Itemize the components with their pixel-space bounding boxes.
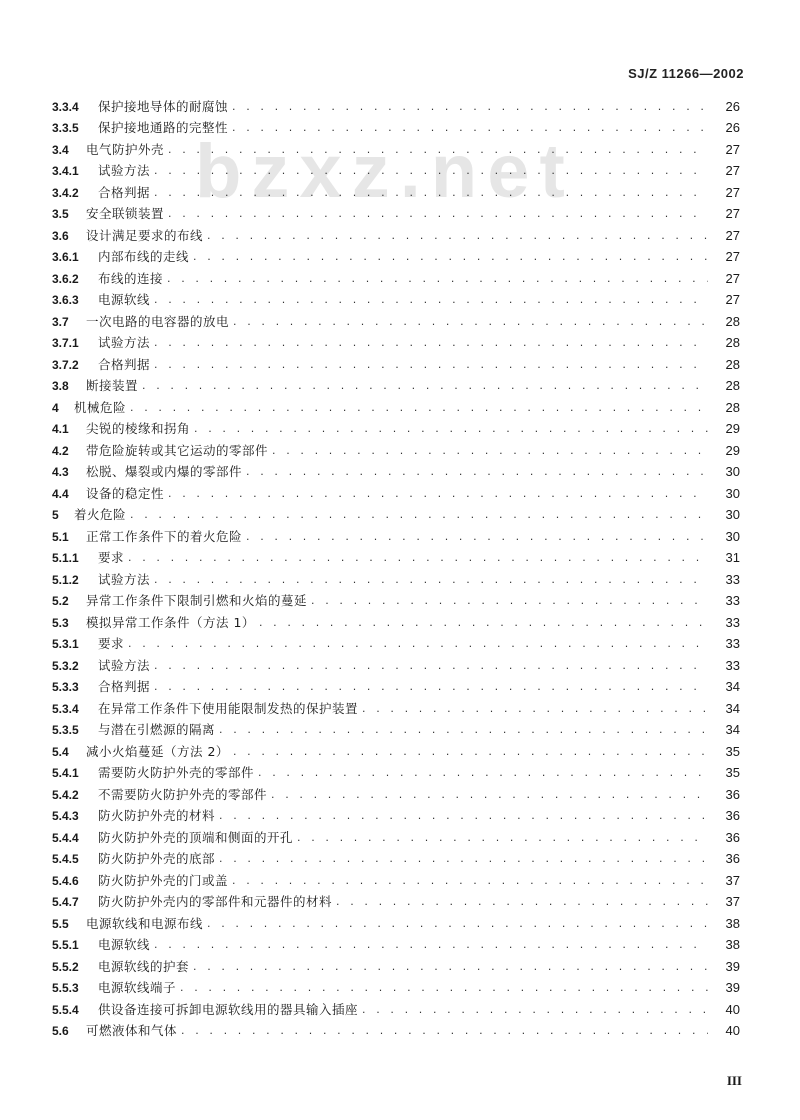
toc-entry [52, 330, 740, 352]
toc-entry-number: 5.5.1 [52, 938, 79, 952]
toc-entry-number: 3.7.1 [52, 336, 79, 350]
toc-entry-title: 电源软线 [98, 292, 151, 307]
toc-entry-page: 35 [725, 765, 740, 780]
dot-leader [154, 572, 708, 588]
toc-entry-page: 26 [725, 98, 740, 114]
dot-leader [246, 464, 708, 480]
toc-entry-title: 着火危险 [74, 507, 127, 522]
toc-entry [52, 889, 740, 911]
toc-entry-title: 需要防火防护外壳的零部件 [98, 765, 255, 780]
toc-entry [52, 781, 740, 803]
toc-entry-number: 5.6 [52, 1024, 69, 1038]
toc-entry-page: 31 [725, 550, 740, 565]
dot-leader [154, 292, 708, 308]
toc-entry-page: 38 [725, 937, 740, 952]
dot-leader [207, 916, 708, 932]
dot-leader [154, 163, 708, 179]
toc-entry-page: 34 [725, 700, 740, 716]
dot-leader [232, 120, 708, 136]
toc-entry-page: 27 [725, 249, 740, 264]
dot-leader [246, 529, 708, 545]
dot-leader [233, 314, 708, 330]
toc-entry-number: 3.6.1 [52, 250, 79, 264]
dot-leader [272, 443, 708, 459]
toc-entry [52, 373, 740, 395]
toc-entry-number: 5.3.5 [52, 723, 79, 737]
toc-entry-title: 供设备连接可拆卸电源软线用的器具输入插座 [98, 1001, 359, 1017]
toc-entry [52, 695, 740, 717]
toc-entry [52, 803, 740, 825]
dot-leader [311, 593, 708, 609]
toc-entry-title: 在异常工作条件下使用能限制发热的保护装置 [98, 700, 359, 716]
toc-entry-page: 36 [725, 851, 740, 866]
toc-entry [52, 459, 740, 481]
toc-entry-page: 33 [725, 571, 740, 587]
toc-entry-number: 5.4.7 [52, 895, 79, 909]
toc-entry [52, 588, 740, 610]
toc-entry-page: 36 [725, 808, 740, 823]
toc-entry [52, 609, 740, 631]
toc-entry-title: 电气防护外壳 [86, 141, 165, 157]
toc-entry-title: 带危险旋转或其它运动的零部件 [86, 442, 269, 458]
toc-entry-title: 与潜在引燃源的隔离 [98, 722, 216, 737]
dot-leader [219, 851, 708, 867]
dot-leader [258, 765, 708, 781]
toc-entry-title: 试验方法 [98, 163, 151, 178]
dot-leader [154, 679, 708, 695]
toc-entry [52, 265, 740, 287]
toc-entry [52, 824, 740, 846]
toc-entry [52, 867, 740, 889]
toc-entry [52, 674, 740, 696]
toc-entry [52, 416, 740, 438]
toc-entry [52, 975, 740, 997]
toc-entry-number: 3.6 [52, 228, 69, 243]
toc-entry-page: 27 [725, 292, 740, 307]
toc-entry-number: 5.3.3 [52, 680, 79, 694]
toc-entry-page: 30 [725, 485, 740, 501]
toc-entry [52, 244, 740, 266]
toc-entry-title: 保护接地通路的完整性 [98, 120, 229, 135]
dot-leader [219, 722, 708, 738]
dot-leader [232, 99, 708, 115]
toc-entry-title: 合格判据 [98, 679, 151, 694]
toc-entry [52, 394, 740, 416]
standard-code: SJ/Z 11266—2002 [628, 66, 744, 81]
toc-entry [52, 136, 740, 158]
dot-leader [362, 701, 708, 717]
toc-entry-page: 33 [725, 614, 740, 630]
toc-entry-number: 5.5.4 [52, 1002, 79, 1017]
dot-leader [207, 228, 708, 244]
toc-entry-title: 一次电路的电容器的放电 [86, 313, 230, 329]
dot-leader [130, 400, 708, 416]
toc-entry-number: 3.8 [52, 379, 69, 393]
toc-entry-page: 39 [725, 958, 740, 974]
toc-entry-title: 试验方法 [98, 571, 151, 587]
toc-entry-title: 模拟异常工作条件（方法 1） [86, 614, 255, 630]
toc-entry-number: 5.2 [52, 594, 69, 608]
toc-entry [52, 846, 740, 868]
toc-entry-page: 28 [725, 356, 740, 372]
toc-entry-number: 3.4.1 [52, 164, 79, 178]
toc-entry-page: 27 [725, 163, 740, 178]
toc-entry-number: 4.2 [52, 443, 69, 458]
toc-entry-title: 要求 [98, 550, 125, 565]
dot-leader [128, 550, 708, 566]
toc-entry [52, 996, 740, 1018]
toc-entry-number: 4.3 [52, 465, 69, 479]
toc-entry-page: 27 [725, 184, 740, 200]
toc-entry-number: 3.7.2 [52, 357, 79, 372]
dot-leader [259, 615, 708, 631]
toc-entry-page: 30 [725, 528, 740, 544]
toc-entry [52, 201, 740, 223]
toc-entry-number: 3.6.3 [52, 293, 79, 307]
toc-entry-title: 电源软线的护套 [98, 958, 190, 974]
toc-entry-number: 3.3.4 [52, 99, 79, 114]
dot-leader [180, 980, 708, 996]
toc-entry-page: 35 [725, 743, 740, 759]
dot-leader [154, 937, 708, 953]
toc-entry-number: 5.3.2 [52, 658, 79, 673]
toc-entry-number: 3.6.2 [52, 271, 79, 286]
toc-entry-page: 40 [725, 1023, 740, 1038]
dot-leader [128, 636, 708, 652]
toc-entry-title: 电源软线端子 [98, 980, 177, 995]
toc-entry-page: 38 [725, 915, 740, 931]
toc-entry [52, 308, 740, 330]
toc-entry-title: 合格判据 [98, 184, 151, 200]
toc-entry [52, 953, 740, 975]
toc-entry [52, 717, 740, 739]
toc-entry [52, 115, 740, 137]
toc-entry [52, 545, 740, 567]
dot-leader [271, 787, 708, 803]
toc-entry-number: 3.5 [52, 207, 69, 221]
toc-entry-title: 不需要防火防护外壳的零部件 [98, 786, 268, 802]
toc-entry-number: 3.4 [52, 142, 69, 157]
dot-leader [194, 421, 708, 437]
toc-entry-title: 试验方法 [98, 335, 151, 350]
toc-entry-number: 5.4.3 [52, 809, 79, 823]
toc-entry-page: 27 [725, 206, 740, 221]
toc-entry-page: 40 [725, 1001, 740, 1017]
toc-entry-page: 33 [725, 593, 740, 608]
toc-entry-number: 5.1.2 [52, 572, 79, 587]
dot-leader [297, 830, 708, 846]
toc-entry-title: 尖锐的棱缘和拐角 [86, 421, 191, 436]
toc-entry-page: 30 [725, 507, 740, 522]
toc-entry-page: 37 [725, 894, 740, 909]
toc-entry [52, 652, 740, 674]
dot-leader [362, 1002, 708, 1018]
toc-entry [52, 910, 740, 932]
toc-entry-page: 30 [725, 464, 740, 479]
page-number: III [726, 1073, 742, 1088]
toc-entry [52, 158, 740, 180]
toc-entry-page: 39 [725, 980, 740, 995]
dot-leader [233, 744, 708, 760]
toc-entry-title: 保护接地导体的耐腐蚀 [98, 98, 229, 114]
toc-entry-title: 异常工作条件下限制引燃和火焰的蔓延 [86, 593, 308, 608]
toc-entry-page: 27 [725, 141, 740, 157]
toc-entry-title: 试验方法 [98, 657, 151, 673]
toc-entry [52, 502, 740, 524]
toc-entry [52, 1018, 740, 1040]
toc-entry-number: 5.4.1 [52, 766, 79, 780]
toc-entry-number: 5.4.2 [52, 787, 79, 802]
toc-entry [52, 179, 740, 201]
toc-entry-page: 34 [725, 722, 740, 737]
toc-entry-title: 机械危险 [74, 399, 127, 415]
toc-entry [52, 437, 740, 459]
toc-entry-title: 安全联锁装置 [86, 206, 165, 221]
dot-leader [154, 658, 708, 674]
toc-entry-number: 4 [52, 400, 59, 415]
dot-leader [154, 335, 708, 351]
toc-entry-page: 28 [725, 378, 740, 393]
toc-entry-title: 电源软线 [98, 937, 151, 952]
toc-entry-page: 37 [725, 872, 740, 888]
toc-entry-number: 5.3.4 [52, 701, 79, 716]
toc-entry-page: 28 [725, 399, 740, 415]
dot-leader [336, 894, 708, 910]
toc-entry-number: 5.4.4 [52, 830, 79, 845]
toc-entry-page: 36 [725, 829, 740, 845]
dot-leader [142, 378, 708, 394]
toc-entry-page: 29 [725, 421, 740, 436]
toc-entry [52, 566, 740, 588]
toc-entry-title: 内部布线的走线 [98, 249, 190, 264]
toc-entry-title: 要求 [98, 636, 125, 651]
dot-leader [130, 507, 708, 523]
watermark: bzxz.net [195, 129, 575, 214]
toc-entry-page: 29 [725, 442, 740, 458]
toc-entry-title: 可燃液体和气体 [86, 1023, 178, 1038]
dot-leader [232, 873, 708, 889]
toc-entry-page: 27 [725, 270, 740, 286]
toc-entry-page: 26 [725, 120, 740, 135]
toc-entry-number: 5.5.2 [52, 959, 79, 974]
toc-entry-number: 4.4 [52, 486, 69, 501]
toc-entry-title: 电源软线和电源布线 [86, 915, 204, 931]
toc-entry-title: 防火防护外壳的门或盖 [98, 872, 229, 888]
toc-entry-page: 34 [725, 679, 740, 694]
toc-entry-number: 5.1 [52, 529, 69, 544]
toc-entry-page: 33 [725, 657, 740, 673]
toc-entry-title: 松脱、爆裂或内爆的零部件 [86, 464, 243, 479]
toc-entry [52, 932, 740, 954]
toc-entry [52, 631, 740, 653]
dot-leader [193, 249, 708, 265]
toc-entry-number: 5.4.6 [52, 873, 79, 888]
toc-entry-page: 36 [725, 786, 740, 802]
toc-entry-title: 防火防护外壳的材料 [98, 808, 216, 823]
toc-entry-page: 28 [725, 313, 740, 329]
dot-leader [168, 206, 708, 222]
toc-entry [52, 760, 740, 782]
toc-entry [52, 523, 740, 545]
toc-entry-number: 4.1 [52, 422, 69, 436]
dot-leader [154, 357, 708, 373]
toc-entry-number: 3.7 [52, 314, 69, 329]
toc-entry-number: 5 [52, 508, 59, 522]
dot-leader [168, 486, 708, 502]
toc-entry-number: 5.4.5 [52, 852, 79, 866]
dot-leader [167, 271, 708, 287]
toc-entry [52, 93, 740, 115]
dot-leader [181, 1023, 708, 1039]
toc-entry-title: 设备的稳定性 [86, 485, 165, 501]
toc-entry-page: 27 [725, 227, 740, 243]
dot-leader [219, 808, 708, 824]
toc-entry [52, 351, 740, 373]
toc-entry-number: 5.5.3 [52, 981, 79, 995]
toc-entry-page: 28 [725, 335, 740, 350]
toc-entry-title: 防火防护外壳内的零部件和元器件的材料 [98, 894, 333, 909]
toc-entry-number: 5.5 [52, 916, 69, 931]
toc-entry-title: 正常工作条件下的着火危险 [86, 528, 243, 544]
dot-leader [168, 142, 708, 158]
toc-entry-number: 5.3.1 [52, 637, 79, 651]
toc-entry-title: 合格判据 [98, 356, 151, 372]
dot-leader [193, 959, 708, 975]
toc-entry-title: 防火防护外壳的顶端和侧面的开孔 [98, 829, 294, 845]
toc-entry [52, 222, 740, 244]
toc-entry-number: 5.1.1 [52, 551, 79, 565]
toc-entry [52, 738, 740, 760]
toc-entry [52, 287, 740, 309]
toc-entry-number: 3.4.2 [52, 185, 79, 200]
toc-entry-title: 断接装置 [86, 378, 139, 393]
table-of-contents [52, 93, 740, 1039]
toc-entry-title: 防火防护外壳的底部 [98, 851, 216, 866]
toc-entry [52, 480, 740, 502]
toc-entry-number: 3.3.5 [52, 121, 79, 135]
dot-leader [154, 185, 708, 201]
toc-entry-title: 布线的连接 [98, 270, 164, 286]
toc-entry-page: 33 [725, 636, 740, 651]
toc-entry-number: 5.3 [52, 615, 69, 630]
toc-entry-title: 减小火焰蔓延（方法 2） [86, 743, 229, 759]
toc-entry-number: 5.4 [52, 744, 69, 759]
toc-entry-title: 设计满足要求的布线 [86, 227, 204, 243]
